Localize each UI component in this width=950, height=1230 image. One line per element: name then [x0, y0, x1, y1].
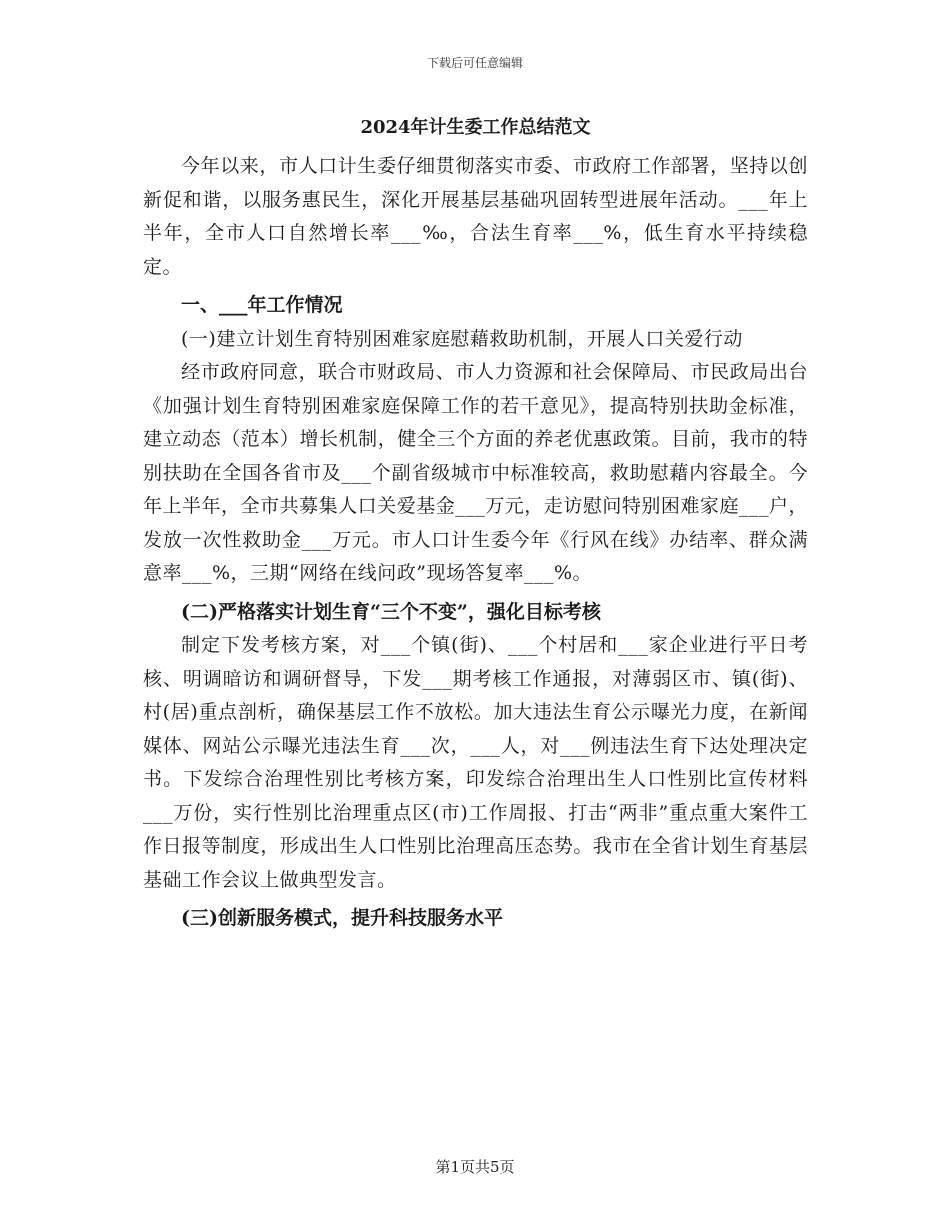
intro-paragraph: 今年以来，市人口计生委仔细贯彻落实市委、市政府工作部署，坚持以创新促和谐，以服务惠民生，深化开展基层基础巩固转型进展年活动。___年上半年，全市人口自然增长率___‰，合法生育率___%，低生育水平持续稳定。 — [143, 155, 808, 278]
section-1-heading: 一、___年工作情况 — [181, 294, 343, 316]
subsection-1-heading: (一)建立计划生育特别困难家庭慰藉救助机制，开展人口关爱行动 — [181, 327, 743, 350]
document-body — [143, 112, 808, 936]
subsection-1-body: 经市政府同意，联合市财政局、市人力资源和社会保障局、市民政局出台《加强计划生育特别困难家庭保障工作的若干意见》，提高特别扶助金标准，建立动态（范本）增长机制，健全三个方面的养老优惠政策。目前，我市的特别扶助在全国各省市及___个副省级城市中标准较高，救助慰藉内容最全。今年上半年，全市共募集人口关爱基金___万元，走访慰问特别困难家庭___户，发放一次性救助金___万元。市人口计生委今年《行风在线》办结率、群众满意率___%，三期“网络在线问政”现场答复率___%。 — [143, 361, 808, 584]
page-number: 第1页共5页 — [435, 1158, 515, 1176]
subsection-2-body: 制定下发考核方案，对___个镇(街)、___个村居和___家企业进行平日考核、明调暗访和调研督导，下发___期考核工作通报，对薄弱区市、镇(街)、村(居)重点剖析，确保基层工作不放松。加大违法生育公示曝光力度，在新闻媒体、网站公示曝光违法生育___次，___人，对___例违法生育下达处理决定书。下发综合治理性别比考核方案，印发综合治理出生人口性别比宣传材料___万份，实行性别比治理重点区(市)工作周报、打击“两非”重点重大案件工作日报等制度，形成出生人口性别比治理高压态势。我市在全省计划生育基层基础工作会议上做典型发言。 — [143, 634, 808, 891]
document-title: 2024年计生委工作总结范文 — [360, 117, 591, 138]
subsection-3-heading: (三)创新服务模式，提升科技服务水平 — [181, 907, 503, 929]
subsection-2-heading: (二)严格落实计划生育“三个不变”，强化目标考核 — [181, 600, 601, 623]
page-header-note: 下载后可任意编辑 — [426, 56, 523, 70]
